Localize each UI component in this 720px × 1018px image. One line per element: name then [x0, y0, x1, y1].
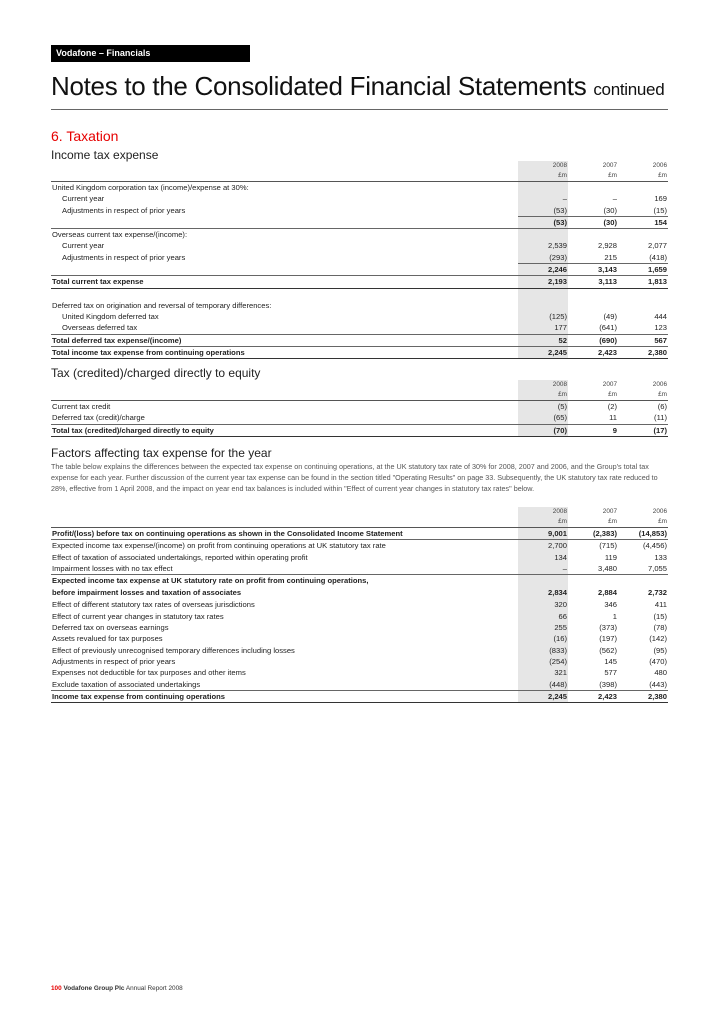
row-value-2008: 2,539: [518, 240, 568, 251]
unit-header-row: [51, 390, 668, 401]
factors-table: [51, 507, 668, 703]
row-label: Total income tax expense from continuing operations: [51, 346, 518, 358]
row-value-2006: (17): [618, 424, 668, 436]
row-value-2007: 577: [604, 668, 617, 678]
section-heading: 6. Taxation: [51, 128, 119, 144]
row-value-2008: (833): [518, 645, 568, 656]
row-value-2006: (142): [649, 634, 667, 644]
row-value-2008: 2,700: [518, 540, 568, 552]
row-value-2006: 154: [618, 216, 668, 228]
unit-header: £m: [518, 171, 568, 182]
row-value-2007: (49): [603, 311, 617, 321]
row-value-2006: 2,380: [618, 346, 668, 358]
page-title: [51, 71, 664, 102]
row-label: Current year: [62, 241, 105, 251]
row-value-2007: 3,113: [568, 276, 618, 288]
row-value-2006: 2,380: [618, 690, 668, 702]
row-value-2006: 444: [654, 311, 667, 321]
row-label: Current tax credit: [52, 402, 111, 411]
row-value-2007: [568, 229, 618, 241]
row-label: Total deferred tax expense/(income): [51, 334, 518, 346]
row-value-2006: 7,055: [618, 563, 668, 575]
row-label: Deferred tax on overseas earnings: [52, 623, 169, 633]
table-row: [51, 264, 668, 276]
row-value-2008: (65): [518, 412, 568, 424]
row-value-2007: 2,423: [568, 346, 618, 358]
year-header: 2007: [602, 508, 617, 515]
unit-header: £m: [618, 390, 668, 401]
header-blank: [51, 390, 518, 401]
year-header: 2006: [652, 508, 667, 515]
row-value-2008: –: [518, 193, 568, 204]
year-header: 2008: [518, 507, 568, 517]
row-value-2006: 1,659: [618, 264, 668, 276]
row-label: Assets revalued for tax purposes: [52, 634, 163, 644]
unit-header: £m: [618, 517, 668, 528]
unit-header: £m: [518, 517, 568, 528]
footer-report: Annual Report 2008: [125, 985, 183, 992]
table-row: [51, 528, 668, 540]
year-header: 2006: [652, 381, 667, 388]
row-value-2007: (197): [599, 634, 617, 644]
row-label: Expected income tax expense at UK statutory rate on profit from continuing operations,: [52, 576, 369, 586]
row-value-2007: 346: [604, 600, 617, 610]
header-blank: [51, 507, 518, 517]
row-value-2007: (715): [599, 541, 617, 551]
row-label: Adjustments in respect of prior years: [62, 205, 186, 215]
row-label: [51, 264, 518, 276]
page-footer: [51, 985, 183, 992]
row-value-2007: 119: [604, 552, 617, 562]
table-row: [51, 611, 668, 622]
row-value-2008: (16): [518, 633, 568, 644]
row-value-2006: (15): [653, 611, 667, 621]
row-value-2007: [568, 288, 618, 300]
section-banner: Vodafone – Financials: [51, 45, 250, 62]
header-blank: [51, 380, 518, 390]
row-value-2008: 255: [518, 622, 568, 633]
row-value-2007: (373): [599, 623, 617, 633]
row-value-2006: 2,732: [647, 588, 667, 598]
row-value-2007: 2,423: [568, 690, 618, 702]
row-value-2008: [518, 288, 568, 300]
table-row: [51, 412, 668, 424]
row-value-2008: [518, 575, 568, 587]
row-value-2006: 133: [654, 552, 667, 562]
table-row: [51, 552, 668, 563]
header-blank: [51, 171, 518, 182]
table-row: [51, 252, 668, 264]
equity-tax-heading: Tax (credited)/charged directly to equity: [51, 366, 261, 380]
table-row: [51, 346, 668, 358]
row-label: Profit/(loss) before tax on continuing operations as shown in the Consolidated Income Statement: [51, 528, 518, 540]
row-label: [51, 216, 518, 228]
row-value-2008: 2,245: [518, 346, 568, 358]
row-value-2007: [568, 575, 618, 587]
row-label: Effect of different statutory tax rates of overseas jurisdictions: [52, 600, 255, 610]
row-value-2007: 11: [568, 412, 618, 424]
unit-header: £m: [568, 517, 618, 528]
row-value-2008: 52: [518, 334, 568, 346]
row-value-2008: –: [518, 563, 568, 575]
row-value-2008: (5): [518, 401, 568, 413]
row-value-2006: 2,077: [647, 241, 667, 251]
row-value-2006: (443): [618, 679, 668, 691]
year-header: 2007: [602, 381, 617, 388]
row-value-2008: (70): [518, 424, 568, 436]
table-row: [51, 633, 668, 644]
row-value-2008: (448): [518, 679, 568, 691]
row-value-2006: [618, 182, 668, 194]
row-label: before impairment losses and taxation of associates: [52, 588, 242, 598]
row-value-2006: 567: [618, 334, 668, 346]
row-value-2008: 2,245: [518, 690, 568, 702]
row-label: Exclude taxation of associated undertakings: [51, 679, 518, 691]
row-value-2006: (418): [618, 252, 668, 264]
year-header-row: [51, 380, 668, 390]
table-row: [51, 679, 668, 691]
row-label: Total tax (credited)/charged directly to equity: [51, 424, 518, 436]
row-label: [51, 288, 518, 300]
row-value-2007: (2,383): [568, 528, 618, 540]
row-label: Deferred tax on origination and reversal of temporary differences:: [52, 300, 272, 310]
page-title-suffix: continued: [593, 80, 665, 99]
row-value-2008: 2,193: [518, 276, 568, 288]
row-value-2008: [518, 229, 568, 241]
table-row: [51, 667, 668, 678]
year-header-row: [51, 507, 668, 517]
factors-heading: Factors affecting tax expense for the year: [51, 446, 272, 460]
row-label: Income tax expense from continuing operations: [51, 690, 518, 702]
row-value-2007: (398): [568, 679, 618, 691]
table-row: [51, 599, 668, 610]
row-label: Total current tax expense: [51, 276, 518, 288]
table-row: [51, 656, 668, 667]
table-row: [51, 322, 668, 334]
row-label: Effect of previously unrecognised temporary differences including losses: [52, 645, 295, 655]
row-value-2007: 1: [612, 611, 617, 621]
row-label: Expenses not deductible for tax purposes and other items: [52, 668, 246, 678]
page-title-text: Notes to the Consolidated Financial Statements: [51, 71, 587, 101]
unit-header-row: [51, 171, 668, 182]
row-label: Current year: [62, 194, 105, 204]
row-value-2006: (4,456): [642, 541, 667, 551]
row-value-2008: [518, 182, 568, 194]
header-blank: [51, 161, 518, 171]
row-label: Overseas deferred tax: [51, 322, 518, 334]
row-value-2008: 2,246: [518, 264, 568, 276]
title-divider: [51, 109, 668, 110]
row-value-2008: 321: [518, 667, 568, 678]
row-value-2006: [618, 229, 668, 241]
row-value-2007: (30): [568, 216, 618, 228]
row-value-2007: (690): [568, 334, 618, 346]
header-blank: [51, 517, 518, 528]
row-value-2006: 169: [654, 194, 667, 204]
table-row: [51, 401, 668, 413]
equity-tax-table: [51, 380, 668, 437]
row-value-2006: (14,853): [618, 528, 668, 540]
row-value-2007: 9: [568, 424, 618, 436]
table-row: [51, 240, 668, 251]
row-value-2008: (53): [518, 205, 568, 217]
row-value-2008: 66: [518, 611, 568, 622]
table-row: [51, 193, 668, 204]
income-tax-expense-heading: Income tax expense: [51, 148, 159, 162]
table-row: [51, 540, 668, 552]
table-row: [51, 334, 668, 346]
row-value-2007: [568, 182, 618, 194]
table-row: [51, 575, 668, 587]
unit-header-row: [51, 517, 668, 528]
table-row: [51, 311, 668, 322]
row-value-2008: 9,001: [518, 528, 568, 540]
row-label: Adjustments in respect of prior years: [52, 656, 176, 666]
row-label: Expected income tax expense/(income) on profit from continuing operations at UK statutory tax rate: [52, 541, 386, 551]
table-row: [51, 645, 668, 656]
row-value-2006: (95): [653, 645, 667, 655]
row-label: Overseas current tax expense/(income):: [52, 230, 188, 240]
row-value-2007: –: [612, 194, 617, 204]
row-label: Adjustments in respect of prior years: [62, 253, 186, 263]
row-label: Impairment losses with no tax effect: [51, 563, 518, 575]
row-value-2007: 215: [568, 252, 618, 264]
row-value-2008: 177: [518, 322, 568, 334]
unit-header: £m: [568, 390, 618, 401]
row-label: United Kingdom deferred tax: [62, 311, 159, 321]
row-value-2008: (53): [518, 216, 568, 228]
table-row: [51, 182, 668, 194]
row-label: Deferred tax (credit)/charge: [51, 412, 518, 424]
year-header: 2008: [518, 380, 568, 390]
row-value-2008: 134: [518, 552, 568, 563]
row-value-2006: [618, 300, 668, 311]
unit-header: £m: [618, 171, 668, 182]
row-value-2008: (254): [518, 656, 568, 667]
row-value-2006: 123: [618, 322, 668, 334]
row-value-2006: (78): [653, 623, 667, 633]
factors-paragraph: The table below explains the differences between the expected tax expense on continuing operations, at the UK statutory tax rate of 30% for 2008, 2007 and 2006, and the Group's total tax expense for each year. Further discussion of the current year tax expense can be found in the section titled "Operating Results" on page 33. Subsequently, the UK statutory tax rate reduced to 28%, effective from 1 April 2008, and the impact on year end tax balances is included within "Effect of current year changes in statutory tax rates" below.: [51, 462, 658, 493]
table-row: [51, 229, 668, 241]
row-value-2006: 480: [654, 668, 667, 678]
row-label: United Kingdom corporation tax (income)/expense at 30%:: [52, 183, 249, 192]
row-value-2008: [518, 300, 568, 311]
table-row: [51, 205, 668, 217]
row-value-2008: 320: [518, 599, 568, 610]
row-value-2007: 145: [604, 656, 617, 666]
footer-company: Vodafone Group Plc: [63, 985, 125, 992]
row-value-2008: 2,834: [518, 586, 568, 599]
year-header-row: [51, 161, 668, 171]
year-header: 2007: [602, 162, 617, 169]
table-row: [51, 424, 668, 436]
row-value-2007: (562): [599, 645, 617, 655]
row-value-2006: [618, 288, 668, 300]
income-tax-expense-table: [51, 161, 668, 359]
row-value-2007: 3,143: [568, 264, 618, 276]
row-value-2006: (470): [649, 656, 667, 666]
table-row: [51, 622, 668, 633]
row-value-2007: (641): [568, 322, 618, 334]
year-header: 2008: [518, 161, 568, 171]
row-value-2006: 411: [654, 600, 667, 610]
row-value-2006: [618, 575, 668, 587]
row-value-2007: 2,928: [597, 241, 617, 251]
row-value-2007: [568, 300, 618, 311]
row-value-2006: (15): [618, 205, 668, 217]
row-value-2007: (30): [568, 205, 618, 217]
page-number: 100: [51, 985, 62, 992]
row-value-2006: (6): [657, 402, 667, 411]
table-row: [51, 300, 668, 311]
row-label: Effect of current year changes in statutory tax rates: [52, 611, 224, 621]
table-row: [51, 288, 668, 300]
unit-header: £m: [518, 390, 568, 401]
table-row: [51, 216, 668, 228]
row-value-2007: (2): [607, 402, 617, 411]
table-row: [51, 563, 668, 575]
unit-header: £m: [568, 171, 618, 182]
row-value-2007: 2,884: [597, 588, 617, 598]
row-value-2006: (11): [618, 412, 668, 424]
row-value-2007: 3,480: [568, 563, 618, 575]
row-value-2006: 1,813: [618, 276, 668, 288]
year-header: 2006: [652, 162, 667, 169]
table-row: [51, 276, 668, 288]
table-row: [51, 586, 668, 599]
row-label: Effect of taxation of associated undertakings, reported within operating profit: [52, 552, 308, 562]
row-value-2008: (125): [518, 311, 568, 322]
row-value-2008: (293): [518, 252, 568, 264]
table-row: [51, 690, 668, 702]
